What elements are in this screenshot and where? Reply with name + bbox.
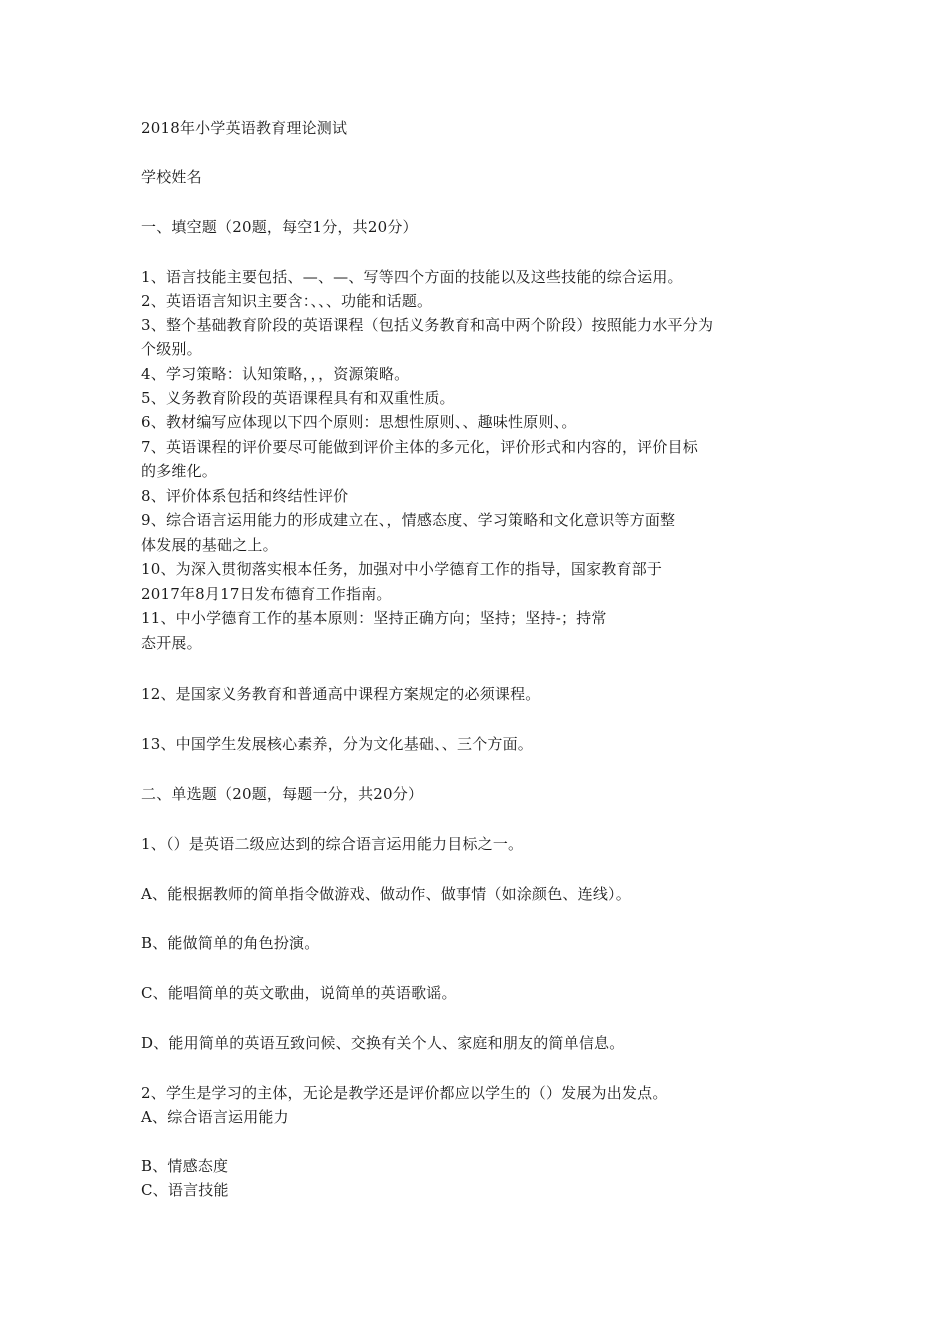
fill-item-continued: 体发展的基础之上。: [141, 536, 278, 554]
fill-item-continued: 态开展。: [141, 634, 202, 652]
fill-item: 3、整个基础教育阶段的英语课程（包括义务教育和高中两个阶段）按照能力水平分为: [141, 316, 714, 334]
question-stem: 2、学生是学习的主体，无论是教学还是评价都应以学生的（）发展为出发点。: [141, 1084, 668, 1102]
answer-option: A、综合语言运用能力: [141, 1108, 289, 1126]
fill-item-continued: 2017年8月17日发布德育工作指南。: [141, 585, 392, 603]
answer-option: B、情感态度: [141, 1157, 229, 1175]
fill-item: 8、评价体系包括和终结性评价: [141, 487, 349, 505]
fill-item: 6、教材编写应体现以下四个原则：思想性原则、、趣味性原则、。: [141, 413, 577, 431]
section-heading-single-choice: 二、单选题（20题，每题一分，共20分）: [141, 785, 424, 803]
fill-item: 11、中小学德育工作的基本原则：坚持正确方向；坚持；坚持-；持常: [141, 609, 607, 627]
answer-option: D、能用简单的英语互致问候、交换有关个人、家庭和朋友的简单信息。: [141, 1034, 625, 1052]
fill-item: 5、义务教育阶段的英语课程具有和双重性质。: [141, 389, 455, 407]
fill-item: 9、综合语言运用能力的形成建立在、，情感态度、学习策略和文化意识等方面整: [141, 511, 676, 529]
answer-option: C、能唱简单的英文歌曲，说简单的英语歌谣。: [141, 984, 457, 1002]
fill-item-continued: 个级别。: [141, 340, 202, 358]
answer-option: B、能做简单的角色扮演。: [141, 934, 320, 952]
fill-item-continued: 的多维化。: [141, 462, 218, 480]
fill-item: 7、英语课程的评价要尽可能做到评价主体的多元化，评价形式和内容的，评价目标: [141, 438, 698, 456]
fill-item: 2、英语语言知识主要含：、、、功能和话题。: [141, 292, 433, 310]
fill-item: 1、语言技能主要包括、—、—、写等四个方面的技能以及这些技能的综合运用。: [141, 268, 683, 286]
fill-item: 4、学习策略：认知策略，，，资源策略。: [141, 365, 410, 383]
answer-option: A、能根据教师的简单指令做游戏、做动作、做事情（如涂颜色、连线）。: [141, 885, 631, 903]
document-title: 2018年小学英语教育理论测试: [141, 119, 348, 137]
school-name-field: 学校姓名: [141, 168, 202, 186]
fill-item: 12、是国家义务教育和普通高中课程方案规定的必须课程。: [141, 685, 541, 703]
fill-item: 13、中国学生发展核心素养，分为文化基础、、三个方面。: [141, 735, 533, 753]
question-stem: 1、（）是英语二级应达到的综合语言运用能力目标之一。: [141, 835, 524, 853]
section-heading-fill-in: 一、填空题（20题，每空1分，共20分）: [141, 218, 418, 236]
answer-option: C、语言技能: [141, 1181, 229, 1199]
fill-item: 10、为深入贯彻落实根本任务，加强对中小学德育工作的指导，国家教育部于: [141, 560, 663, 578]
